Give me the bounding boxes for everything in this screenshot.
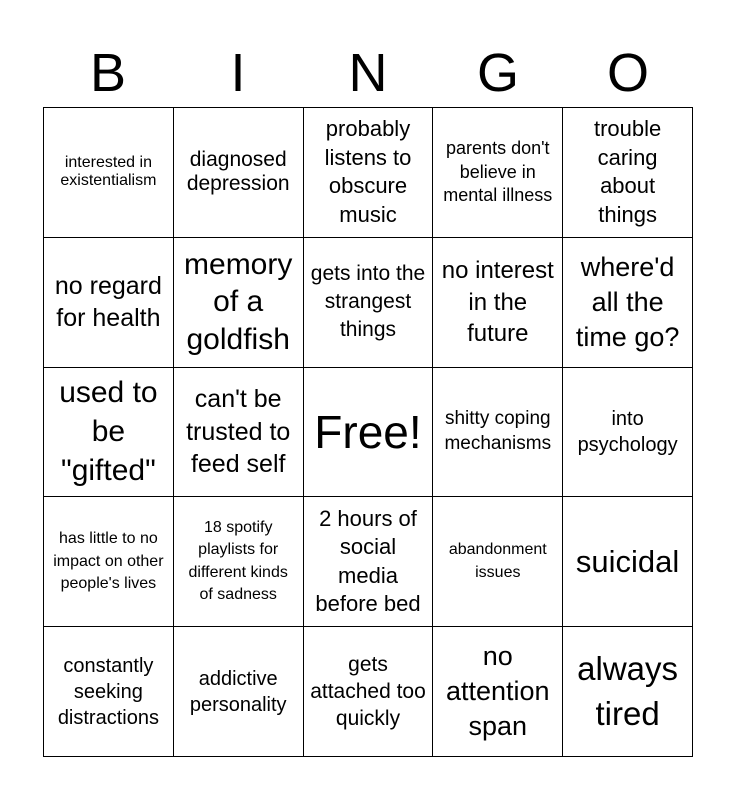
bingo-cell[interactable]: [174, 627, 304, 757]
bingo-cell[interactable]: [174, 108, 304, 238]
cell-label: gets attached too quickly: [310, 652, 426, 731]
bingo-cell[interactable]: [304, 627, 434, 757]
bingo-cell[interactable]: [44, 368, 174, 498]
cell-label: always tired: [577, 650, 679, 732]
bingo-cell[interactable]: [44, 627, 174, 757]
bingo-cell[interactable]: [563, 368, 693, 498]
cell-label: has little to no impact on other people's lives: [53, 530, 164, 592]
header-letter-n: N: [348, 43, 388, 103]
cell-label: parents don't believe in mental illness: [443, 138, 553, 206]
cell-label: trouble caring about things: [593, 116, 662, 227]
cell-label: no interest in the future: [441, 257, 554, 347]
cell-label: 18 spotify playlists for different kinds of sadness: [188, 519, 288, 604]
free-space-cell[interactable]: [304, 368, 434, 498]
cell-label: no attention span: [445, 640, 550, 742]
bingo-cell[interactable]: [174, 368, 304, 498]
free-space-label: Free!: [314, 405, 422, 458]
bingo-cell[interactable]: [304, 108, 434, 238]
bingo-cell[interactable]: [44, 108, 174, 238]
header-letter-o: O: [606, 43, 649, 103]
bingo-cell[interactable]: [44, 238, 174, 368]
bingo-cell[interactable]: [433, 368, 563, 498]
bingo-header: [43, 40, 693, 106]
cell-label: memory of a goldfish: [184, 247, 293, 356]
cell-label: constantly seeking distractions: [57, 654, 159, 729]
bingo-cell[interactable]: [563, 497, 693, 627]
bingo-cell[interactable]: [433, 108, 563, 238]
bingo-cell[interactable]: [563, 238, 693, 368]
bingo-cell[interactable]: [304, 238, 434, 368]
bingo-cell[interactable]: [433, 627, 563, 757]
bingo-cell[interactable]: [174, 238, 304, 368]
bingo-cell[interactable]: [433, 238, 563, 368]
cell-label: where'd all the time go?: [575, 251, 680, 352]
bingo-cell[interactable]: [174, 497, 304, 627]
header-letter-b: B: [89, 43, 127, 103]
cell-label: suicidal: [575, 543, 680, 579]
cell-label: used to be "gifted": [59, 376, 158, 488]
header-letter-g: G: [476, 43, 519, 103]
cell-label: addictive personality: [189, 667, 287, 716]
bingo-board: [43, 107, 693, 757]
cell-label: interested in existentialism: [60, 154, 157, 190]
bingo-cell[interactable]: [563, 627, 693, 757]
cell-label: probably listens to obscure music: [324, 116, 412, 227]
bingo-cell[interactable]: [433, 497, 563, 627]
cell-label: 2 hours of social media before bed: [315, 505, 421, 617]
cell-label: diagnosed depression: [186, 148, 290, 196]
bingo-cell[interactable]: [563, 108, 693, 238]
cell-label: shitty coping mechanisms: [444, 408, 552, 454]
cell-label: abandonment issues: [448, 541, 547, 581]
cell-label: into psychology: [577, 407, 678, 456]
cell-label: can't be trusted to feed self: [186, 385, 291, 479]
header-letter-i: I: [230, 43, 246, 103]
bingo-cell[interactable]: [304, 497, 434, 627]
bingo-cell[interactable]: [44, 497, 174, 627]
cell-label: gets into the strangest things: [310, 261, 426, 342]
cell-label: no regard for health: [54, 271, 162, 333]
